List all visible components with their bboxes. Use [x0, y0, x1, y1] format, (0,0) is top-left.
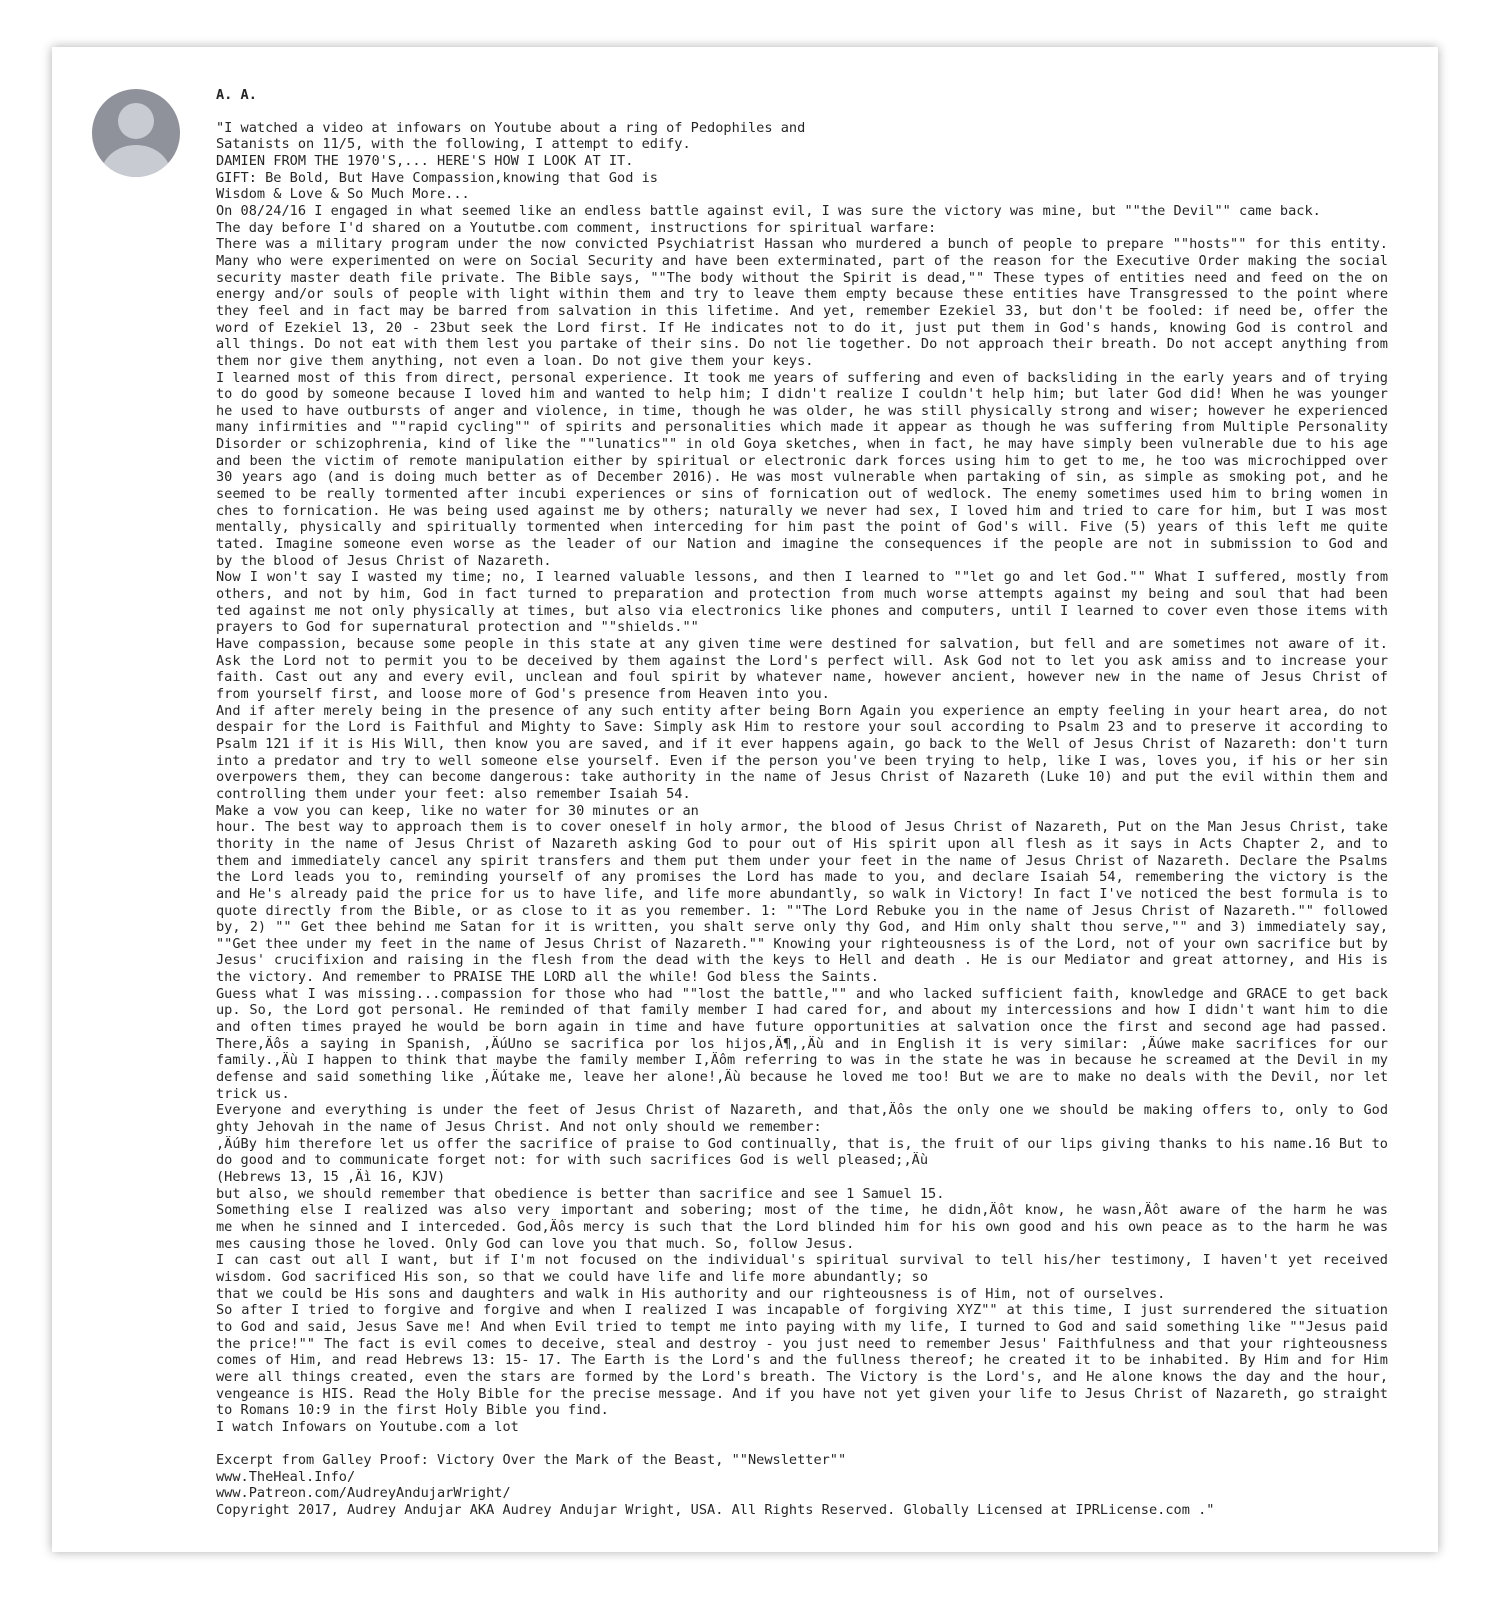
comment-line: Guess what I was missing...compassion for those who had ""lost the battle,"" and who lacked sufficient faith, knowledge and GRACE to get back: [216, 985, 1388, 1002]
comment-line: I can cast out all I want, but if I'm not focused on the individual's spiritual survival to tell his/her testimony, I haven't yet received: [216, 1252, 1388, 1269]
comment-line: the victory. And remember to PRAISE THE LORD all the while! God bless the Saints.: [216, 969, 879, 986]
comment-line: the price!"" The fact is evil comes to deceive, steal and destroy - you just need to remember Jesus' Faithfulness and that your righteousness: [216, 1335, 1388, 1352]
comment-line: "I watched a video at infowars on Youtube about a ring of Pedophiles and: [216, 119, 806, 136]
comment-line: tated. Imagine someone even worse as the leader of our Nation and imagine the consequences if the people are not in submission to God and: [216, 536, 1388, 553]
comment-line: Something else I realized was also very important and sobering; most of the time, he didn‚Äôt know, he wasn‚Äôt aware of the harm he was: [216, 1202, 1388, 1219]
comment-line: by the blood of Jesus Christ of Nazareth.: [216, 552, 552, 569]
comment-line: Disorder or schizophrenia, kind of like the ""lunatics"" in old Goya sketches, when in fact, he may have simply been vulnerable due to his age: [216, 436, 1388, 453]
comment-line: to Romans 10:9 in the first Holy Bible you find.: [216, 1402, 609, 1419]
comment-line: Ask the Lord not to permit you to be deceived by them against the Lord's perfect will. Ask God not to let you ask amiss and to increase your: [216, 652, 1388, 669]
comment-line: [216, 1436, 1388, 1453]
comment-line: comes of Him, and read Hebrews 13: 15- 17. The Earth is the Lord's and the fullness thereof; he created it to be inhabited. By Him and for Him: [216, 1352, 1388, 1369]
comment-line: mes causing those he loved. Only God can love you that much. So, follow Jesus.: [216, 1235, 855, 1252]
comment-line: trick us.: [216, 1085, 290, 1102]
comment-line: I watch Infowars on Youtube.com a lot: [216, 1418, 519, 1435]
comment-line: me when he sinned and I interceded. God‚Äôs mercy is such that the Lord blinded him for his own good and his own peace as to the harm he was: [216, 1218, 1388, 1235]
comment-line: but also, we should remember that obedience is better than sacrifice and see 1 Samuel 15.: [216, 1185, 945, 1202]
comment-line: them nor give them anything, not even a loan. Do not give them your keys.: [216, 352, 814, 369]
comment-line: The day before I'd shared on a Yoututbe.com comment, instructions for spiritual warfare:: [216, 219, 937, 236]
comment-line: There,Äôs a saying in Spanish, ‚ÄúUno se sacrifica por los hijos,Ä¶‚‚Äù and in English it is very similar: ‚Äúwe make sacrifices for our: [216, 1035, 1388, 1052]
comment-line: Jesus' crucifixion and raising in the flesh from the dead with the keys to Hell and death . He is our Mediator and great attorney, and His is: [216, 952, 1388, 969]
avatar-icon: [92, 89, 180, 177]
comment-line: ghty Jehovah in the name of Jesus Christ. And not only should we remember:: [216, 1119, 822, 1136]
comment-line: ted against me not only physically at times, but also via electronics like phones and computers, until I learned to cover even those items with: [216, 602, 1388, 619]
comment-line: seemed to be really tormented after incubi experiences or sins of fornication out of wedlock. The enemy sometimes used him to bring women in: [216, 486, 1388, 503]
comment-line: they feel and in fact may be barred from salvation in this lifetime. And yet, remember Ezekiel 33, but don't be fooled: if need be, offer the: [216, 302, 1388, 319]
comment-body: [216, 120, 1388, 1519]
comment-line: Satanists on 11/5, with the following, I attempt to edify.: [216, 136, 691, 153]
comment-line: Copyright 2017, Audrey Andujar AKA Audrey Andujar Wright, USA. All Rights Reserved. Globally Licensed at IPRLicense.com .": [216, 1502, 1215, 1519]
comment-line: There was a military program under the now convicted Psychiatrist Hassan who murdered a bunch of people to prepare ""hosts"" for this entity.: [216, 236, 1388, 253]
comment-line: energy and/or souls of people with light within them and try to leave them empty because these entities have Transgressed to the point where: [216, 286, 1388, 303]
comment-line: I learned most of this from direct, personal experience. It took me years of suffering and even of backsliding in the early years and of trying: [216, 369, 1388, 386]
comment-line: many infirmities and ""rapid cycling"" of spirits and personalities which made it appear as though he was suffering from Multiple Personality: [216, 419, 1388, 436]
comment-line: up. So, the Lord got personal. He reminded of that family member I had cared for, and about my intercessions and how I didn't want him to die: [216, 1002, 1388, 1019]
comment-line: www.Patreon.com/AudreyAndujarWright/: [216, 1485, 511, 1502]
comment-line: (Hebrews 13, 15 ‚Äì 16, KJV): [216, 1169, 446, 1185]
comment-line: Everyone and everything is under the feet of Jesus Christ of Nazareth, and that‚Äôs the only one we should be making offers to, only to God: [216, 1102, 1388, 1119]
comment-line: thority in the name of Jesus Christ of Nazareth asking God to pour out of His spirit upon all flesh as it says in Acts Chapter 2, and to: [216, 835, 1388, 852]
comment-line: GIFT: Be Bold, But Have Compassion,knowing that God is: [216, 169, 658, 186]
comment-line: the Lord leads you to, reminding yourself of any promises the Lord has made to you, and declare Isaiah 54, remembering the victory is the: [216, 869, 1388, 886]
comment-line: And if after merely being in the presence of any such entity after being Born Again you experience an empty feeling in your heart area, do not: [216, 702, 1388, 719]
comment-line: all things. Do not eat with them lest you partake of their sins. Do not lie together. Do not approach their breath. Do not accept anything from: [216, 336, 1388, 353]
comment-line: others, and not by him, God in fact turned to preparation and protection from much worse attempts against my being and soul that had been: [216, 586, 1388, 603]
comment-line: On 08/24/16 I engaged in what seemed like an endless battle against evil, I was sure the victory was mine, but ""the Devil"" came back.: [216, 202, 1321, 219]
comment-line: by, 2) "" Get thee behind me Satan for it is written, you shalt serve only thy God, and Him only shalt thou serve,"" and 3) immediately say,: [216, 919, 1388, 936]
comment-line: Psalm 121 if it is His Will, then know you are saved, and if it ever happens again, go back to the Well of Jesus Christ of Nazareth: don't turn: [216, 735, 1388, 752]
comment-line: faith. Cast out any and every evil, unclean and foul spirit by whatever name, however ancient, however new in the name of Jesus Christ of: [216, 669, 1388, 686]
comment-line: overpowers them, they can become dangerous: take authority in the name of Jesus Christ of Nazareth (Luke 10) and put the evil within them and: [216, 769, 1388, 786]
comment-line: vengeance is HIS. Read the Holy Bible for the precise message. And if you have not yet given your life to Jesus Christ of Nazareth, go straight: [216, 1385, 1388, 1402]
comment-line: to God and said, Jesus Save me! And when Evil tried to tempt me into paying with my life, I turned to God and said something like ""Jesus paid: [216, 1318, 1388, 1335]
comment-line: defense and said something like ‚Äútake me, leave her alone!‚Äù because he loved me too! But we are to make no deals with the Devil, nor let: [216, 1069, 1388, 1086]
comment-line: Now I won't say I wasted my time; no, I learned valuable lessons, and then I learned to ""let go and let God."" What I suffered, mostly from: [216, 569, 1388, 586]
comment-line: ""Get thee under my feet in the name of Jesus Christ of Nazareth."" Knowing your righteousness is of the Lord, not of your own sacrifice but by: [216, 935, 1388, 952]
comment-line: www.TheHeal.Info/: [216, 1468, 356, 1485]
comment-line: despair for the Lord is Faithful and Mighty to Save: Simply ask Him to restore your soul according to Psalm 23 and to preserve it according to: [216, 719, 1388, 736]
avatar-body: [101, 145, 171, 177]
comment-line: and often times prayed he would be born again in time and have future opportunities at salvation once the first and second age had passed.: [216, 1019, 1388, 1036]
comment-line: that we could be His sons and daughters and walk in His authority and our righteousness is of Him, not of ourselves.: [216, 1285, 1166, 1302]
comment-author: A. A.: [216, 87, 257, 103]
comment-line: 30 years ago (and is doing much better as of December 2016). He was most vulnerable when partaking of sin, as simple as smoking pot, and he: [216, 469, 1388, 486]
comment-line: and been the victim of remote manipulation either by spiritual or electronic dark forces using him to get to me, he too was microchipped over: [216, 452, 1388, 469]
comment-line: do good and to communicate forget not: for with such sacrifices God is well pleased;‚Äù: [216, 1152, 929, 1169]
comment-line: mentally, physically and spiritually tormented when interceding for him past the point of God's will. Five (5) years of this left me quite: [216, 519, 1388, 536]
comment-line: them and immediately cancel any spirit transfers and them put them under your feet in the name of Jesus Christ of Nazareth. Declare the Psalms: [216, 852, 1388, 869]
comment-line: wisdom. God sacrificed His son, so that we could have life and life more abundantly; so: [216, 1268, 929, 1285]
comment-line: ‚ÄúBy him therefore let us offer the sacrifice of praise to God continually, that is, the fruit of our lips giving thanks to his name.16 But to: [216, 1135, 1388, 1152]
comment-line: Wisdom & Love & So Much More...: [216, 186, 470, 203]
comment-line: family.‚Äù I happen to think that maybe the family member I‚Äôm referring to was in the state he was in because he screamed at the Devil in my: [216, 1052, 1388, 1069]
comment-line: were all things created, even the stars are formed by the Lord's breath. The Victory is the Lord's, and He alone knows the day and the hour,: [216, 1368, 1388, 1385]
comment-line: Make a vow you can keep, like no water for 30 minutes or an: [216, 802, 699, 819]
avatar-head: [118, 103, 154, 139]
comment-line: word of Ezekiel 13, 20 - 23but seek the Lord first. If He indicates not to do it, just put them in God's hands, knowing God is control and: [216, 319, 1388, 336]
comment-card: [52, 47, 1438, 1552]
comment-line: Excerpt from Galley Proof: Victory Over the Mark of the Beast, ""Newsletter"": [216, 1452, 847, 1469]
comment-line: and He's already paid the price for us to have life, and life more abundantly, so walk in Victory! In fact I've noticed the best formula is to: [216, 885, 1388, 902]
comment-line: to do good by someone because I loved him and wanted to help him; I didn't realize I couldn't help him; but later God did! When he was younger: [216, 386, 1388, 403]
comment-line: quote directly from the Bible, or as close to it as you remember. 1: ""The Lord Rebuke you in the name of Jesus Christ of Nazareth."" followed: [216, 902, 1388, 919]
comment-line: from yourself first, and loose more of God's presence from Heaven into you.: [216, 685, 830, 702]
comment-line: prayers to God for supernatural protection and ""shields."": [216, 619, 699, 636]
comment-line: ches to fornication. He was being used against me by others; naturally we never had sex, I loved him and tried to care for him, but I was most: [216, 502, 1388, 519]
comment-line: hour. The best way to approach them is to cover oneself in holy armor, the blood of Jesus Christ of Nazareth, Put on the Man Jesus Christ, take: [216, 819, 1388, 836]
comment-line: security master death file private. The Bible says, ""The body without the Spirit is dead,"" These types of entities need and feed on the on: [216, 269, 1388, 286]
comment-line: Many who were experimented on were on Social Security and have been exterminated, part of the reason for the Executive Order making the social: [216, 252, 1388, 269]
comment-content: [216, 87, 1388, 1519]
comment-line: So after I tried to forgive and forgive and when I realized I was incapable of forgiving XYZ"" at this time, I just surrendered the situation: [216, 1302, 1388, 1319]
comment-line: controlling them under your feet: also remember Isaiah 54.: [216, 785, 691, 802]
comment-line: DAMIEN FROM THE 1970'S,... HERE'S HOW I LOOK AT IT.: [216, 152, 634, 169]
comment-line: into a predator and try to well someone else yourself. Even if the person you've been trying to help, like I was, loves you, if his or her sin: [216, 752, 1388, 769]
comment-line: Have compassion, because some people in this state at any given time were destined for salvation, but fell and are sometimes not aware of it.: [216, 636, 1388, 652]
comment-line: he used to have outbursts of anger and violence, in time, though he was older, he was still physically strong and wiser; however he experienced: [216, 402, 1388, 419]
